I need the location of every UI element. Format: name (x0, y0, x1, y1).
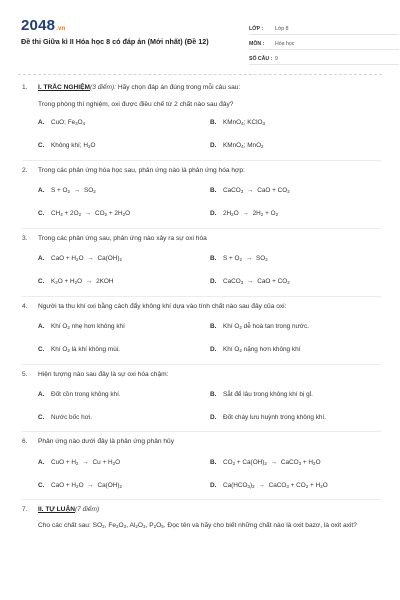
question-text (38, 235, 382, 244)
answer-option[interactable] (210, 411, 382, 423)
question-subprompt: Cho các chất sau: $SO_2$, $Fe_2O_3$, $Al_2O_3$, $P_2O_5$. Đọc tên và hãy cho biết những chất nào là oxit bazơ, là oxit axit? (38, 522, 357, 530)
exam-title: Đề thi Giữa kì II Hóa học 8 có đáp án (Mới nhất) (Đề 12) (21, 37, 209, 46)
question-number: 5. (22, 370, 28, 378)
answer-option[interactable] (38, 344, 210, 356)
option-text: Không khí; $H_2O$ (51, 142, 96, 150)
question-5 (22, 365, 382, 433)
answer-options (22, 185, 382, 220)
answer-options (22, 253, 382, 288)
option-text: $2H_2O \to 2H_2 + O_2$ (223, 210, 279, 218)
question-text (38, 371, 382, 380)
option-letter: D. (210, 142, 217, 150)
question-7 (22, 500, 382, 531)
question-prompt: Hiện tượng nào sau đây là sự oxi hóa chậm: (38, 370, 169, 378)
option-letter: C. (38, 413, 45, 421)
option-letter: A. (38, 458, 45, 466)
exam-meta (249, 20, 399, 65)
question-number: 3. (22, 234, 28, 242)
question-line (22, 506, 382, 515)
answer-option[interactable] (210, 388, 382, 400)
question-number: 6. (22, 438, 28, 446)
option-letter: C. (38, 142, 45, 150)
question-prompt: Hãy chọn đáp án đúng trong mỗi câu sau: (116, 84, 241, 91)
question-number: 4. (22, 302, 28, 310)
answer-option[interactable] (38, 185, 210, 197)
question-text (38, 84, 382, 93)
option-letter: C. (38, 481, 45, 489)
meta-value: Lớp 8 (275, 26, 289, 32)
answer-options (22, 117, 382, 152)
question-3 (22, 229, 382, 297)
question-prompt: Trong các phản ứng hóa học sau, phản ứng nào là phản ứng hóa hợp: (38, 166, 245, 174)
question-4 (22, 297, 382, 365)
section-heading: I. TRẮC NGHIỆM (38, 84, 91, 91)
option-letter: D. (210, 278, 217, 286)
option-letter: C. (38, 278, 45, 286)
answer-option[interactable] (210, 344, 382, 356)
answer-options (22, 456, 382, 491)
option-letter: C. (38, 210, 45, 218)
answer-option[interactable] (38, 388, 210, 400)
option-text: $CO_2 + Ca(OH)_2$ → CaCO$_3$ + $H_2O$ (223, 458, 321, 466)
option-text: Nước bốc hơi. (51, 413, 93, 421)
answer-option[interactable] (38, 276, 210, 288)
question-line (22, 303, 382, 312)
question-number: 7. (22, 506, 28, 514)
question-text (38, 303, 382, 312)
question-list (22, 78, 382, 531)
question-text (38, 506, 382, 515)
answer-option[interactable] (210, 456, 382, 468)
option-text: CaO + $H_2O \to Ca(OH)_2$ (51, 481, 123, 489)
question-prompt: Người ta thu khí oxi bằng cách đẩy không khí dựa vào tính chất nào sau đây của oxi: (38, 302, 287, 310)
question-subprompt: Trong phòng thí nghiệm, oxi được điều chế từ 2 chất nào sau đây? (38, 100, 234, 108)
answer-option[interactable] (210, 185, 382, 197)
meta-row-subject (249, 35, 399, 50)
question-prompt: Phản ứng nào dưới đây là phản ứng phân hủy (38, 438, 174, 446)
option-text: CaO + $H_2O \to Ca(OH)_2$ (51, 255, 123, 263)
meta-key: LỚP : (249, 26, 264, 32)
question-line (22, 84, 382, 93)
option-text: KMnO$_4$; MnO$_2$ (223, 142, 264, 150)
section-points: (3 điểm): (90, 84, 117, 91)
question-6 (22, 432, 382, 500)
meta-row-class (249, 20, 399, 35)
question-line (22, 438, 382, 447)
option-letter: A. (38, 255, 45, 263)
option-text: Khí $O_2$ dễ hoà tan trong nước. (223, 323, 309, 331)
option-text: Khí $O_2$ nặng hơn không khí (223, 346, 301, 354)
answer-option[interactable] (38, 117, 210, 129)
header-divider (18, 74, 382, 75)
answer-option[interactable] (38, 208, 210, 220)
question-2 (22, 161, 382, 229)
option-letter: B. (210, 323, 217, 331)
option-text: KMnO$_4$; KClO$_3$ (223, 119, 265, 127)
option-letter: B. (210, 458, 217, 466)
answer-option[interactable] (210, 208, 382, 220)
question-1 (22, 78, 382, 161)
question-line (22, 371, 382, 380)
meta-row-count (249, 50, 399, 65)
option-text: Khí $O_2$ nhẹ hơn không khí (51, 323, 125, 331)
logo-suffix: .vn (56, 26, 66, 32)
question-line (22, 167, 382, 176)
meta-key: SỐ CÂU : (249, 56, 273, 62)
section-points: (7 điểm) (74, 506, 100, 514)
answer-option[interactable] (210, 479, 382, 491)
question-prompt: Trong các phản ứng sau, phản ứng nào xảy ra sự oxi hóa (38, 234, 207, 242)
answer-option[interactable] (210, 117, 382, 129)
option-text: $Ca(HCO_3)_2$ → CaCO$_3$ + $CO_2 + H_2O$ (223, 481, 328, 489)
answer-option[interactable] (210, 276, 382, 288)
answer-option[interactable] (210, 140, 382, 152)
option-text: CaCO$_3$ → CaO + $CO_2$ (223, 278, 290, 286)
answer-option[interactable] (38, 253, 210, 265)
option-letter: B. (210, 119, 217, 127)
meta-value: 9 (275, 56, 278, 62)
logo-main: 2048 (21, 17, 56, 34)
option-letter: D. (210, 346, 217, 354)
answer-option[interactable] (38, 140, 210, 152)
option-text: CuO; $Fe_3O_4$ (51, 119, 86, 127)
option-letter: D. (210, 481, 217, 489)
option-letter: A. (38, 119, 45, 127)
option-letter: C. (38, 346, 45, 354)
answer-option[interactable] (38, 411, 210, 423)
option-letter: B. (210, 390, 217, 398)
option-letter: A. (38, 187, 45, 195)
option-text: CaCO$_3$ → CaO + $CO_2$ (223, 187, 290, 195)
site-logo[interactable] (21, 17, 65, 34)
question-number: 2. (22, 166, 28, 174)
option-letter: A. (38, 390, 45, 398)
option-text: CuO + $H_2 \to Cu + H_2O$ (51, 458, 121, 466)
option-text: $CH_4 + 2O_2 \to CO_2 + 2H_2O$ (51, 210, 131, 218)
option-text: Đốt cháy lưu huỳnh trong không khí. (223, 413, 327, 421)
answer-options (22, 388, 382, 423)
answer-options (22, 321, 382, 356)
header (18, 14, 382, 72)
option-letter: B. (210, 255, 217, 263)
option-text: Khí $O_2$ là khí không mùi. (51, 346, 120, 354)
answer-option[interactable] (38, 456, 210, 468)
answer-option[interactable] (210, 321, 382, 333)
option-text: Sắt để lâu trong không khí bị gỉ. (223, 390, 313, 398)
option-letter: D. (210, 210, 217, 218)
question-line (22, 235, 382, 244)
meta-value: Hóa học (275, 41, 295, 47)
answer-option[interactable] (38, 321, 210, 333)
option-letter: D. (210, 413, 217, 421)
option-text: $S + O_2 \to SO_2$ (223, 255, 268, 263)
answer-option[interactable] (210, 253, 382, 265)
question-text (38, 167, 382, 176)
option-text: Đốt cồn trong không khí. (51, 390, 121, 398)
option-letter: B. (210, 187, 217, 195)
option-letter: A. (38, 323, 45, 331)
option-text: $K_2O + H_2O \to 2KOH$ (51, 278, 114, 286)
option-text: $S + O_2 \to SO_2$ (51, 187, 96, 195)
question-number: 1. (22, 84, 28, 91)
question-text (38, 438, 382, 447)
section-heading: II. TỰ LUẬN (38, 506, 75, 514)
meta-key: MÔN : (249, 41, 265, 47)
answer-option[interactable] (38, 479, 210, 491)
